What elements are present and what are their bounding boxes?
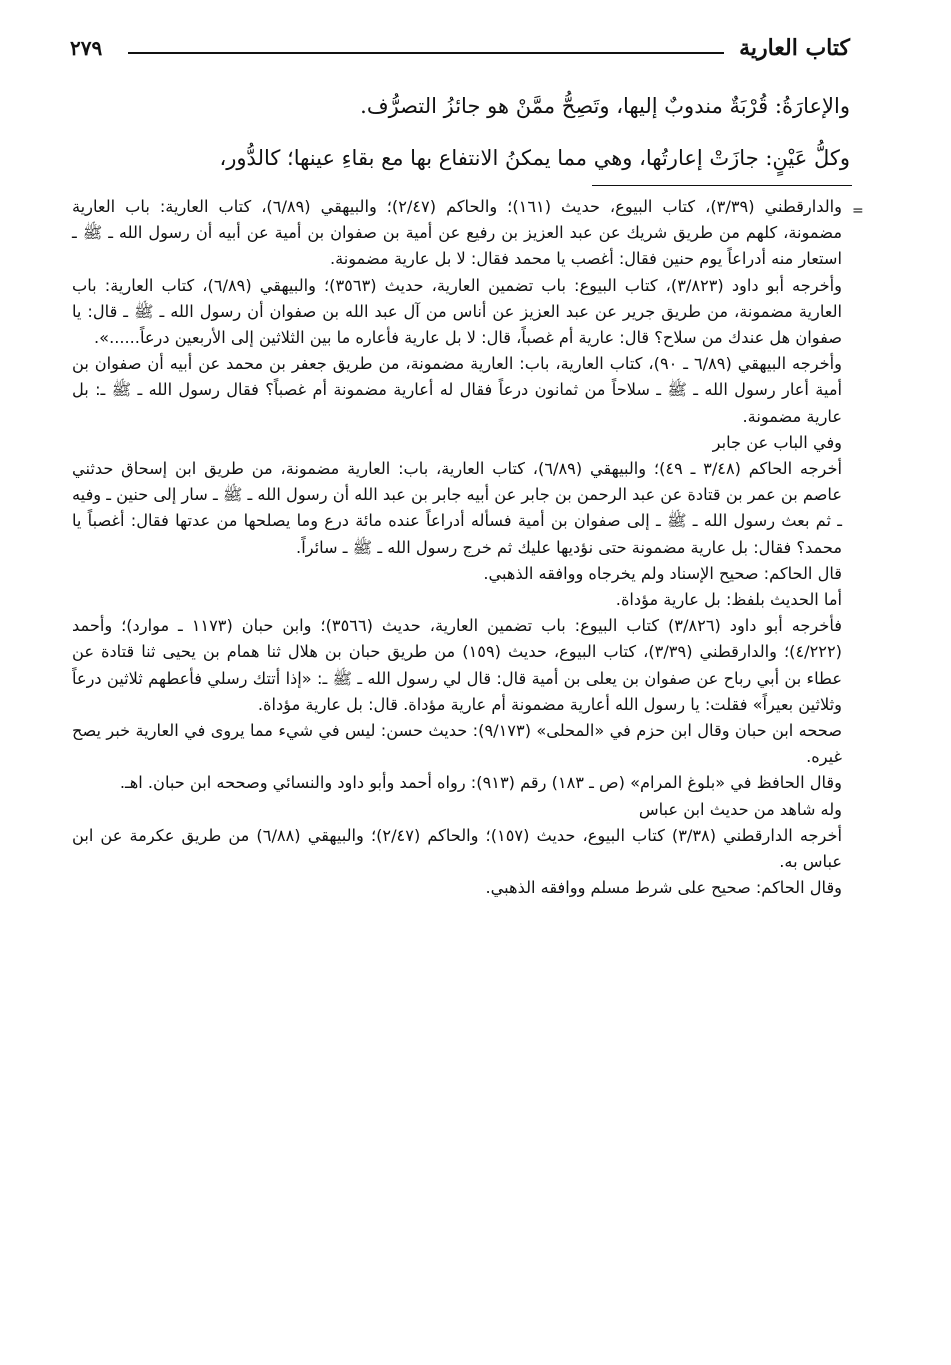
footnotes <box>72 194 842 901</box>
footnote-separator <box>592 185 852 186</box>
footnote-paragraph: قال الحاكم: صحيح الإسناد ولم يخرجاه ووافقه الذهبي. <box>483 563 842 583</box>
header-rule <box>128 52 724 54</box>
footnote-paragraph: وقال الحافظ في «بلوغ المرام» (ص ـ ١٨٣) رقم (٩١٣): رواه أحمد وأبو داود والنسائي وصححه ابن حبان. اهـ. <box>119 773 842 793</box>
footnote-paragraph: أخرجه الحاكم (٣/٤٨ ـ ٤٩)؛ والبيهقي (٦/٨٩)، كتاب العارية، باب: العارية مضمونة، من طريق ابن إسحاق حدثني عاصم بن عمر بن قتادة عن عبد الرحمن بن جابر عن أبيه جابر بن عبد الله أن رسول الله ـ ﷺ ـ سار إلى حنين ـ وفيه ـ ثم بعث رسول الله ـ ﷺ ـ إلى صفوان بن أمية فسأله أدراعاً عنده مائة درع وما يصلحها من عدتها فقال: أغصباً يا محمد؟ فقال: بل عارية مضمونة حتى نؤديها عليك ثم خرج رسول الله ـ ﷺ ـ سائراً. <box>72 459 842 557</box>
chapter-title: كتاب العارية <box>739 35 850 61</box>
running-header <box>70 34 850 64</box>
footnote-paragraph: وأخرجه البيهقي (٦/٨٩ ـ ٩٠)، كتاب العارية، باب: العارية مضمونة، من طريق جعفر بن محمد عن أبيه أن صفوان بن أمية أعار رسول الله ـ ﷺ ـ سلاحاً من ثمانون درعاً فقال له أعارية مضمونة أم غصباً؟ فقال رسول الله ـ ﷺ ـ: بل عارية مضمونة. <box>72 354 842 426</box>
footnote-paragraph: صححه ابن حبان وقال ابن حزم في «المحلى» (٩/١٧٣): حديث حسن: ليس في شيء مما يروى في العارية خبر يصح غيره. <box>72 721 843 767</box>
main-paragraph: والإعارَةُ: قُرْبَةٌ مندوبٌ إليها، وتَصِحُّ ممَّنْ هو جائزُ التصرُّف. <box>360 94 850 118</box>
footnote-paragraph: وفي الباب عن جابر <box>712 432 842 452</box>
main-text <box>70 80 850 184</box>
footnote-continuation-marker: = <box>852 203 864 219</box>
main-paragraph: وكلُّ عَيْنٍ: جازَتْ إعارتُها، وهي مما يمكنُ الانتفاع بها مع بقاءِ عينها؛ كالدُّور، <box>219 146 850 170</box>
footnote-paragraph: أما الحديث بلفظ: بل عارية مؤداة. <box>615 590 842 610</box>
footnote-paragraph: وأخرجه أبو داود (٣/٨٢٣)، كتاب البيوع: باب تضمين العارية، حديث (٣٥٦٣)؛ والبيهقي (٦/٨٩)، كتاب العارية: باب العارية مضمونة، من طريق جرير عن عبد العزيز عن أناس من آل عبد الله بن صفوان أن رسول الله ـ ﷺ ـ قال: يا صفوان هل عندك من سلاح؟ قال: عارية أم غصباً، قال: لا بل عارية فأعاره ما بين الثلاثين إلى الأربعين درعاً......». <box>72 275 842 348</box>
page-number: ٢٧٩ <box>70 36 103 60</box>
footnote-paragraph: أخرجه الدارقطني (٣/٣٨) كتاب البيوع، حديث (١٥٧)؛ والحاكم (٢/٤٧)؛ والبيهقي (٦/٨٨) من طريق عكرمة عن ابن عباس به. <box>72 825 842 872</box>
footnote-paragraph: وله شاهد من حديث ابن عباس <box>638 799 842 819</box>
footnote-paragraph: والدارقطني (٣/٣٩)، كتاب البيوع، حديث (١٦١)؛ والحاكم (٢/٤٧)؛ والبيهقي (٦/٨٩)، كتاب العارية: باب العارية مضمونة، كلهم من طريق شريك عن عبد العزيز بن رفيع عن أمية بن صفوان بن أمية عن أبيه أن رسول الله ـ ﷺ ـ استعار منه أدراعاً يوم حنين فقال: أغصب يا محمد فقال: لا بل عارية مضمونة. <box>72 197 842 269</box>
footnote-paragraph: فأخرجه أبو داود (٣/٨٢٦) كتاب البيوع: باب تضمين العارية، حديث (٣٥٦٦)؛ وابن حبان (١١٧٣ ـ موارد)؛ وأحمد (٤/٢٢٢)؛ والدارقطني (٣/٣٩)، كتاب البيوع، حديث (١٥٩) من طريق حبان بن هلال ثنا همام بن يحيى ثنا قتادة عن عطاء بن أبي رباح عن صفوان بن يعلى بن أمية قال: قال لي رسول الله ـ ﷺ ـ: «إذا أتتك رسلي فأعطهم ثلاثين درعاً وثلاثين بعيراً» فقلت: يا رسول الله أعارية مضمونة أم عارية مؤداة. قال: بل عارية مؤداة. <box>72 616 842 714</box>
footnote-paragraph: وقال الحاكم: صحيح على شرط مسلم ووافقه الذهبي. <box>485 878 842 898</box>
